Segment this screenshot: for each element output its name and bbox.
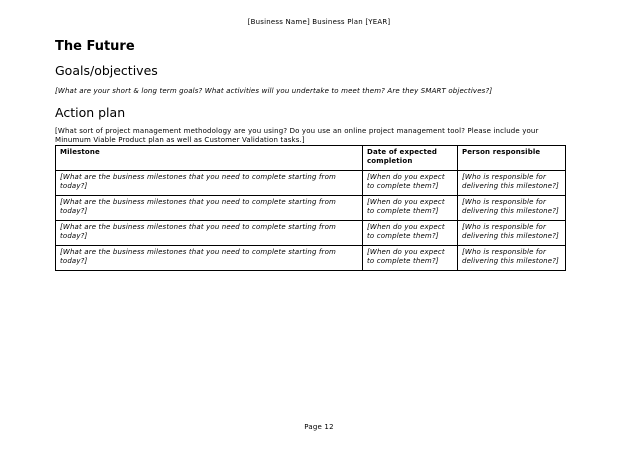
running-header: [Business Name] Business Plan [YEAR] (247, 18, 391, 26)
section-title: The Future (55, 39, 135, 54)
column-header-person: Person responsible (458, 146, 566, 171)
milestone-cell: [What are the business milestones that you need to complete starting from today?] (56, 246, 363, 271)
date-cell: [When do you expect to complete them?] (363, 171, 458, 196)
date-cell: [When do you expect to complete them?] (363, 246, 458, 271)
milestone-cell: [What are the business milestones that you need to complete starting from today?] (56, 221, 363, 246)
column-header-date: Date of expected completion (363, 146, 458, 171)
table-row (56, 196, 566, 221)
goals-heading: Goals/objectives (55, 63, 158, 78)
date-cell: [When do you expect to complete them?] (363, 221, 458, 246)
milestone-table (55, 145, 566, 271)
person-cell: [Who is responsible for delivering this milestone?] (458, 171, 566, 196)
table-header-row (56, 146, 566, 171)
table-row (56, 171, 566, 196)
milestone-cell: [What are the business milestones that you need to complete starting from today?] (56, 196, 363, 221)
person-cell: [Who is responsible for delivering this milestone?] (458, 196, 566, 221)
page-number: Page 12 (304, 423, 334, 431)
table-row (56, 246, 566, 271)
milestone-cell: [What are the business milestones that you need to complete starting from today?] (56, 171, 363, 196)
action-plan-heading: Action plan (55, 105, 126, 120)
action-plan-prompt: [What sort of project management methodology are you using? Do you use an online project management tool? Please include your Minumum Viable Product plan as well as Customer Validation tasks.] (55, 127, 539, 144)
table-row (56, 221, 566, 246)
person-cell: [Who is responsible for delivering this milestone?] (458, 221, 566, 246)
date-cell: [When do you expect to complete them?] (363, 196, 458, 221)
goals-prompt: [What are your short & long term goals? What activities will you undertake to meet them? Are they SMART objectives?] (55, 87, 493, 95)
person-cell: [Who is responsible for delivering this milestone?] (458, 246, 566, 271)
column-header-milestone: Milestone (56, 146, 363, 171)
